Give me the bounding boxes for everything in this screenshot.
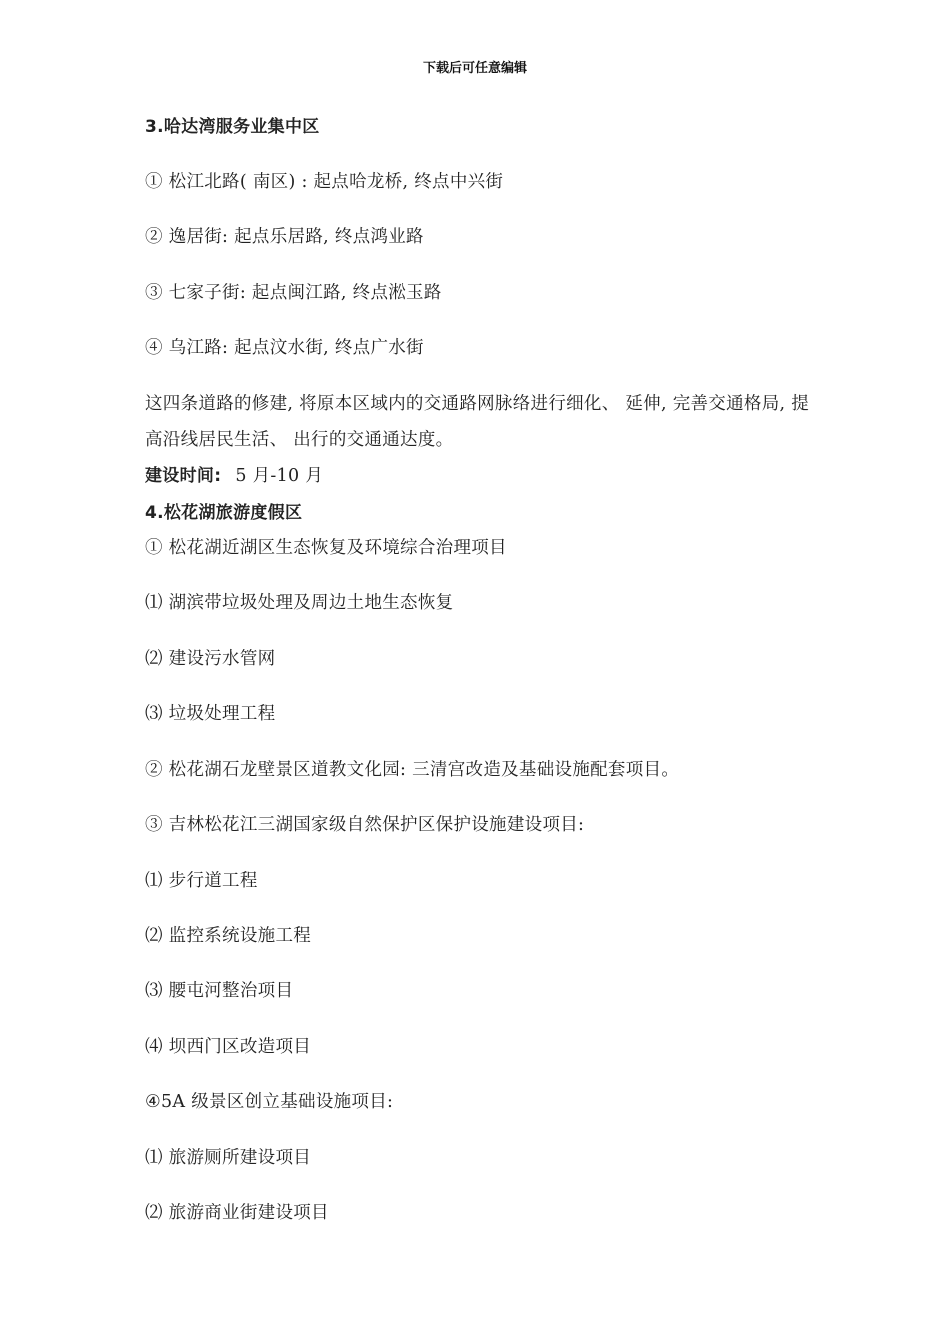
list-item: ⑴ 旅游厕所建设项目 <box>145 1148 312 1168</box>
list-item: ⑵ 旅游商业街建设项目 <box>145 1203 329 1223</box>
list-item: ⑶ 垃圾处理工程 <box>145 704 276 724</box>
section-3-paragraph: 这四条道路的修建, 将原本区域内的交通路网脉络进行细化、 延伸, 完善交通格局, 提高沿线居民生活、 出行的交通通达度。 <box>145 394 810 450</box>
page-header: 下载后可任意编辑 <box>422 61 527 76</box>
list-item: ⑴ 步行道工程 <box>145 871 258 891</box>
section-4-title: 4.松花湖旅游度假区 <box>145 503 303 523</box>
build-time-label: 建设时间: <box>145 466 222 486</box>
list-item: ② 松花湖石龙壁景区道教文化园: 三清宫改造及基础设施配套项目。 <box>145 760 680 780</box>
section-3-title: 3.哈达湾服务业集中区 <box>145 117 320 137</box>
build-time-line <box>145 463 323 489</box>
build-time-value: 5 月-10 月 <box>235 466 324 486</box>
list-item: ④5A 级景区创立基础设施项目: <box>145 1092 394 1112</box>
list-item: ⑵ 建设污水管网 <box>145 649 276 669</box>
list-item: ③ 七家子街: 起点闽江路, 终点淞玉路 <box>145 283 442 303</box>
list-item: ② 逸居街: 起点乐居路, 终点鸿业路 <box>145 227 424 247</box>
list-item: ③ 吉林松花江三湖国家级自然保护区保护设施建设项目: <box>145 815 585 835</box>
list-item: ④ 乌江路: 起点汶水街, 终点广水街 <box>145 338 424 358</box>
list-item: ⑷ 坝西门区改造项目 <box>145 1037 312 1057</box>
list-item: ⑶ 腰屯河整治项目 <box>145 981 294 1001</box>
list-item: ⑵ 监控系统设施工程 <box>145 926 312 946</box>
list-item: ① 松江北路( 南区) : 起点哈龙桥, 终点中兴街 <box>145 172 504 192</box>
list-item: ⑴ 湖滨带垃圾处理及周边土地生态恢复 <box>145 593 454 613</box>
list-item: ① 松花湖近湖区生态恢复及环境综合治理项目 <box>145 538 507 558</box>
